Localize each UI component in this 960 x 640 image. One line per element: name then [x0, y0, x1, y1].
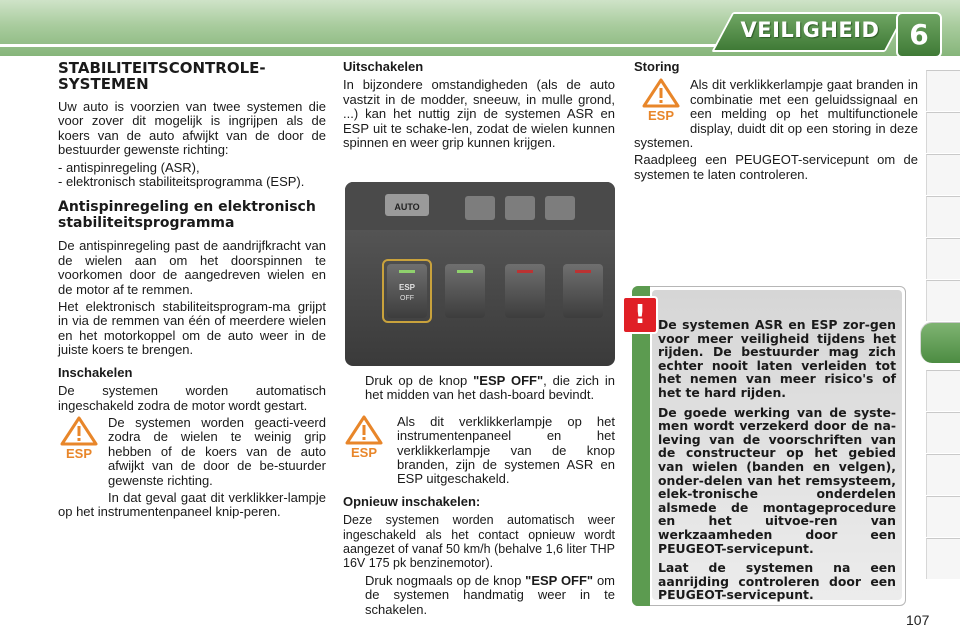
- auto-button-label: AUTO: [394, 202, 420, 212]
- esp-warning-icon: [640, 78, 682, 122]
- chapter-tab[interactable]: [926, 538, 960, 579]
- paragraph: Deze systemen worden automatisch weer ingeschakeld als het contact opnieuw wordt aangezet of vanaf 50 km/h (behalve 1,6 liter THP 16V 175 pk benzinemotor).: [343, 513, 615, 571]
- svg-text:ESP: ESP: [350, 444, 378, 459]
- paragraph: De systemen worden geacti-veerd zodra de wielen te weinig grip hebben of de koers van de auto afwijkt van de door de be-stuurder gewenste richting.: [108, 414, 326, 488]
- instruction-bullet: Druk nogmaals op de knop "ESP OFF" om de systemen handmatig weer in te schakelen.: [365, 572, 616, 617]
- air-button: [505, 196, 535, 220]
- subheading-opnieuw: Opnieuw inschakelen:: [343, 493, 481, 509]
- subheading-inschakelen: Inschakelen: [58, 364, 133, 380]
- esp-button-label: ESP: [398, 283, 416, 292]
- warning-stripe: [632, 286, 650, 606]
- off-button-label: OFF: [400, 295, 414, 302]
- paragraph: De systemen worden automatisch ingeschakeld zodra de motor wordt gestart.: [58, 383, 326, 413]
- warning-paragraph: Laat de systemen na een aanrijding controleren door een PEUGEOT-servicepunt.: [658, 560, 896, 603]
- chapter-tab-active[interactable]: [920, 322, 960, 363]
- subsection-heading: Antispinregeling en elektronisch stabiliteitsprogramma: [58, 199, 316, 232]
- warning-paragraph: De systemen ASR en ESP zor-gen voor meer veiligheid tijdens het rijden. De bestuurder mag zich echter nooit laten verleiden tot het nemen van meer risico's of het te hard rijden.: [658, 317, 896, 400]
- section-title: VEILIGHEID: [740, 18, 880, 42]
- chapter-tab[interactable]: [926, 496, 960, 537]
- header-divider: [0, 44, 760, 47]
- column-middle: [343, 60, 615, 153]
- subheading-storing: Storing: [634, 59, 680, 74]
- fault-note: [634, 78, 918, 150]
- chapter-tab[interactable]: [926, 196, 960, 237]
- exclamation-icon: !: [622, 296, 658, 334]
- chapter-tab[interactable]: [926, 154, 960, 195]
- chapter-number: 6: [909, 18, 929, 51]
- chapter-tab[interactable]: [926, 70, 960, 111]
- esp-warning-icon: [343, 415, 385, 459]
- esp-icon-label: ESP: [65, 445, 93, 460]
- instruction-bullet: Druk op de knop "ESP OFF", die zich in het midden van het dash-board bevindt.: [365, 373, 615, 403]
- chapter-tab[interactable]: [926, 238, 960, 279]
- paragraph: In bijzondere omstandigheden (als de auto vastzit in de modder, sneeuw, in mulle grond, ...) kan het nuttig zijn de systemen ASR en ESP uit te schake-len, zodat de wielen kunnen spinnen en weer grip kunnen krijgen.: [343, 77, 615, 151]
- chapter-tab[interactable]: [926, 370, 960, 411]
- esp-warning-icon: [58, 416, 100, 460]
- paragraph: Raadpleeg een PEUGEOT-servicepunt om de systemen te laten controleren.: [634, 152, 918, 182]
- paragraph: Het elektronisch stabiliteitsprogram-ma grijpt in via de remmen van één of meerdere wielen en het motorkoppel om de auto weer in de juiste koers te brengen.: [58, 299, 326, 358]
- chapter-tab[interactable]: [926, 412, 960, 453]
- paragraph: Als dit verklikkerlampje gaat branden in combinatie met een geluidssignaal en een melding op het multifunctionele display, duidt dit op een storing in deze systemen.: [634, 77, 918, 151]
- recirc-button: [545, 196, 575, 220]
- column-right: [634, 60, 918, 185]
- paragraph: Als dit verklikkerlampje op het instrumentenpaneel en het verklikkerlampje van de knop branden, zijn de systemen ASR en ESP uitgeschakeld.: [397, 413, 615, 487]
- section-heading: STABILITEITSCONTROLE-SYSTEMEN: [58, 59, 266, 93]
- defrost-button: [465, 196, 495, 220]
- warning-paragraph: De goede werking van de syste-men wordt verzekerd door de na-leving van de voorschriften van de constructeur op het gebied van wielen (banden en velgen), onder-delen van het remsysteem, elek-tronische onderdelen alsmede de montageprocedure en het uitvoe-ren van werkzaamheden door een PEUGEOT-servicepunt.: [658, 404, 896, 556]
- warning-text: [658, 318, 896, 608]
- column-middle-lower: [343, 374, 615, 620]
- intro-paragraph: Uw auto is voorzien van twee systemen die voor zover dit mogelijk is ingrijpen als de koers van de auto afwijkt van de door de bestuurder gewenste richting:: [58, 99, 326, 158]
- paragraph: In dat geval gaat dit verklikker-lampje op het instrumentenpaneel knip-peren.: [58, 489, 326, 520]
- subheading-uitschakelen: Uitschakelen: [343, 59, 424, 74]
- list-item: - antispinregeling (ASR),: [58, 159, 200, 175]
- paragraph: De antispinregeling past de aandrijfkracht van de wielen aan om het doorspinnen te voorkomen door de aangedreven wielen en de motor af te remmen.: [58, 238, 326, 297]
- dashboard-photo: [345, 182, 615, 366]
- chapter-tab[interactable]: [926, 112, 960, 153]
- list-item: - elektronisch stabiliteitsprogramma (ESP).: [58, 174, 305, 190]
- chapter-tab[interactable]: [926, 454, 960, 495]
- chapter-tab[interactable]: [926, 280, 960, 321]
- page-number: 107: [906, 612, 930, 628]
- svg-text:ESP: ESP: [647, 108, 675, 123]
- column-left: [58, 60, 326, 523]
- chapter-tabs: [926, 70, 960, 630]
- esp-off-note: [343, 415, 615, 487]
- esp-note: [58, 416, 326, 488]
